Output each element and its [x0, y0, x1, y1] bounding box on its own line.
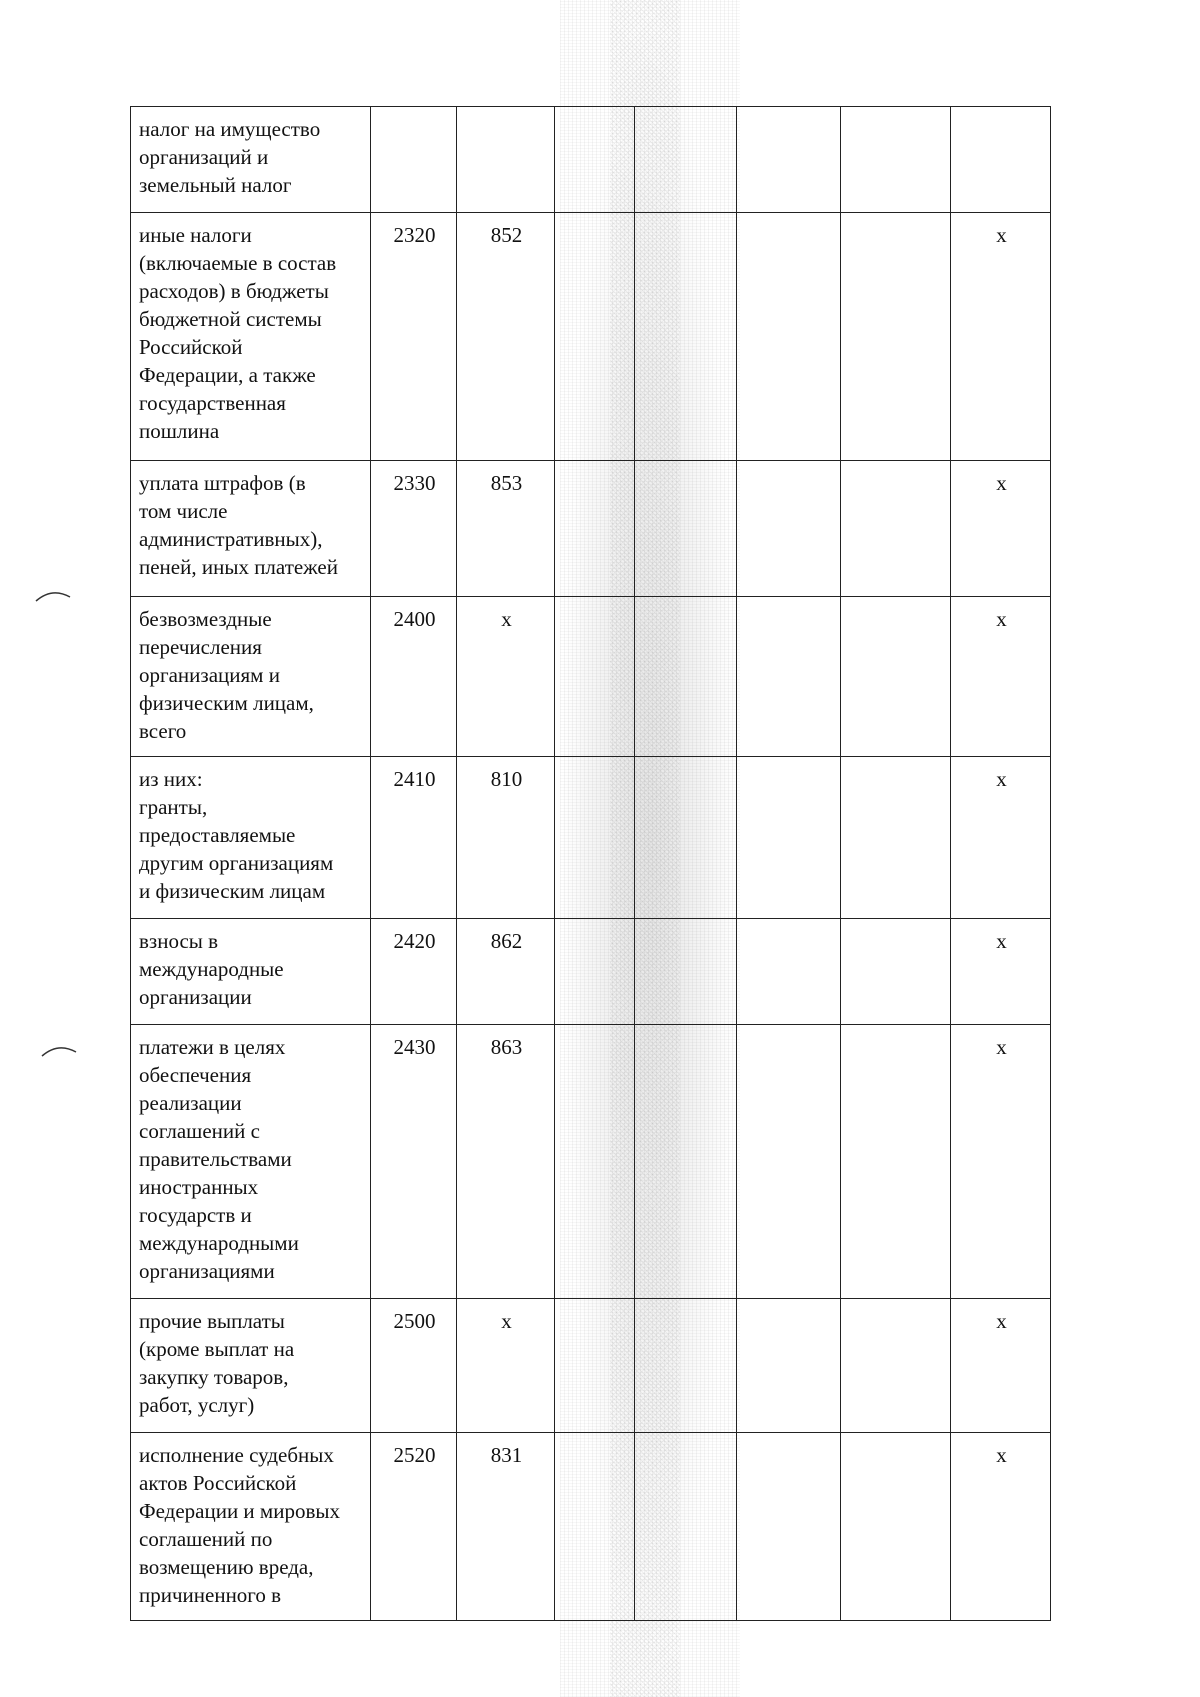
- table-row: [131, 461, 1051, 597]
- row-empty-cell: [841, 107, 951, 213]
- row-empty-cell: [737, 597, 841, 757]
- row-code-cell: 2420: [371, 919, 457, 1025]
- row-name-cell: [131, 1433, 371, 1621]
- row-empty-cell: [555, 461, 635, 597]
- table-row: [131, 1025, 1051, 1299]
- row-empty-cell: [635, 757, 737, 919]
- row-name-cell: [131, 213, 371, 461]
- row-code-cell: 2400: [371, 597, 457, 757]
- row-name-text: безвозмездные перечисления организациям и физическим лицам, всего: [139, 607, 314, 743]
- row-name-text: прочие выплаты (кроме выплат на закупку товаров, работ, услуг): [139, 1309, 295, 1417]
- row-empty-cell: [635, 919, 737, 1025]
- row-empty-cell: [841, 757, 951, 919]
- row-empty-cell: [841, 1299, 951, 1433]
- row-empty-cell: [737, 1299, 841, 1433]
- row-name-cell: [131, 461, 371, 597]
- row-kbk-cell: x: [457, 597, 555, 757]
- row-empty-cell: [841, 597, 951, 757]
- row-empty-cell: [841, 461, 951, 597]
- row-code-cell: 2520: [371, 1433, 457, 1621]
- table-row: [131, 213, 1051, 461]
- row-last-cell: x: [951, 1433, 1051, 1621]
- row-last-cell: x: [951, 757, 1051, 919]
- table-row: [131, 1433, 1051, 1621]
- row-code-cell: 2500: [371, 1299, 457, 1433]
- table-row: [131, 919, 1051, 1025]
- row-kbk-cell: [457, 107, 555, 213]
- row-empty-cell: [737, 1025, 841, 1299]
- row-kbk-cell: 810: [457, 757, 555, 919]
- row-empty-cell: [841, 1433, 951, 1621]
- row-name-text: исполнение судебных актов Российской Федерации и мировых соглашений по возмещению вреда, причиненного в: [139, 1443, 340, 1607]
- punch-hole-mark-upper: [34, 585, 74, 605]
- row-empty-cell: [737, 461, 841, 597]
- row-name-cell: [131, 1299, 371, 1433]
- table-row: [131, 757, 1051, 919]
- table-row: [131, 1299, 1051, 1433]
- row-empty-cell: [737, 919, 841, 1025]
- row-kbk-cell: x: [457, 1299, 555, 1433]
- row-name-text: уплата штрафов (в том числе административных), пеней, иных платежей: [139, 471, 338, 579]
- row-kbk-cell: 831: [457, 1433, 555, 1621]
- row-empty-cell: [635, 1025, 737, 1299]
- row-empty-cell: [737, 1433, 841, 1621]
- row-last-cell: [951, 107, 1051, 213]
- row-empty-cell: [555, 1433, 635, 1621]
- row-empty-cell: [635, 1299, 737, 1433]
- row-kbk-cell: 853: [457, 461, 555, 597]
- row-empty-cell: [841, 919, 951, 1025]
- row-name-cell: [131, 1025, 371, 1299]
- row-empty-cell: [635, 597, 737, 757]
- table-row: [131, 107, 1051, 213]
- row-empty-cell: [555, 1299, 635, 1433]
- row-empty-cell: [737, 213, 841, 461]
- row-name-cell: [131, 107, 371, 213]
- row-name-text: налог на имущество организаций и земельный налог: [139, 117, 321, 197]
- row-code-cell: 2410: [371, 757, 457, 919]
- table-row: [131, 597, 1051, 757]
- row-last-cell: x: [951, 1025, 1051, 1299]
- row-empty-cell: [737, 107, 841, 213]
- punch-hole-mark-lower: [40, 1040, 80, 1060]
- row-empty-cell: [737, 757, 841, 919]
- row-empty-cell: [841, 213, 951, 461]
- row-empty-cell: [555, 757, 635, 919]
- row-kbk-cell: 852: [457, 213, 555, 461]
- row-name-text: из них: гранты, предоставляемые другим организациям и физическим лицам: [139, 767, 334, 903]
- budget-expenditure-table: [130, 106, 1051, 1621]
- row-name-cell: [131, 919, 371, 1025]
- row-last-cell: x: [951, 213, 1051, 461]
- row-empty-cell: [635, 1433, 737, 1621]
- row-code-cell: 2320: [371, 213, 457, 461]
- row-kbk-cell: 863: [457, 1025, 555, 1299]
- row-kbk-cell: 862: [457, 919, 555, 1025]
- row-empty-cell: [635, 107, 737, 213]
- row-last-cell: x: [951, 919, 1051, 1025]
- row-name-text: взносы в международные организации: [139, 929, 284, 1009]
- row-empty-cell: [555, 1025, 635, 1299]
- row-name-cell: [131, 597, 371, 757]
- row-last-cell: x: [951, 461, 1051, 597]
- row-code-cell: 2430: [371, 1025, 457, 1299]
- row-name-text: платежи в целях обеспечения реализации соглашений с правительствами иностранных государств и международными организациями: [139, 1035, 299, 1283]
- row-empty-cell: [841, 1025, 951, 1299]
- row-empty-cell: [555, 107, 635, 213]
- row-empty-cell: [555, 213, 635, 461]
- row-code-cell: 2330: [371, 461, 457, 597]
- row-empty-cell: [555, 919, 635, 1025]
- row-last-cell: x: [951, 597, 1051, 757]
- row-empty-cell: [635, 213, 737, 461]
- row-empty-cell: [635, 461, 737, 597]
- row-name-text: иные налоги (включаемые в состав расходов) в бюджеты бюджетной системы Российской Федерации, а также государственная пошлина: [139, 223, 337, 443]
- row-name-cell: [131, 757, 371, 919]
- row-code-cell: [371, 107, 457, 213]
- row-empty-cell: [555, 597, 635, 757]
- row-last-cell: x: [951, 1299, 1051, 1433]
